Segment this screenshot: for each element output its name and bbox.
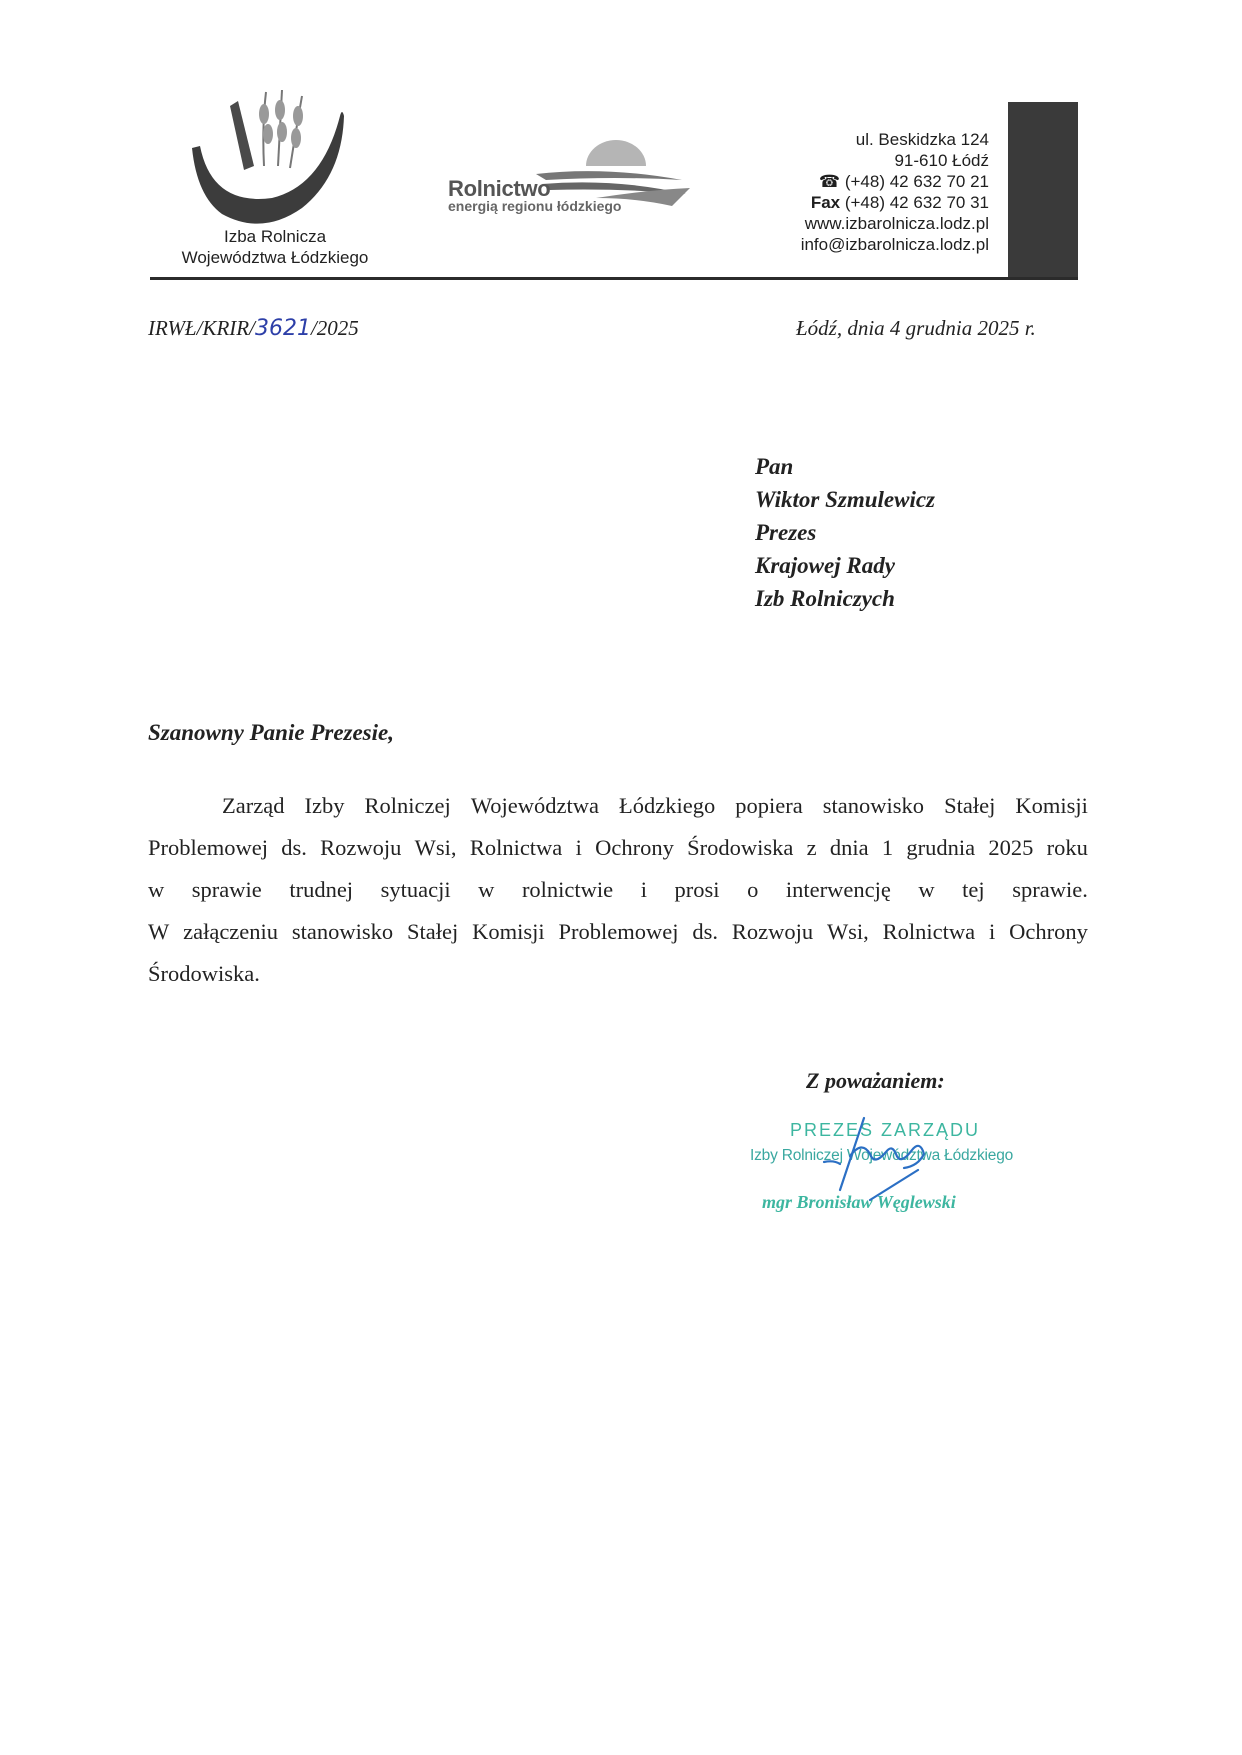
addressee-line: Izb Rolniczych	[755, 586, 895, 611]
handwritten-signature	[800, 1110, 950, 1230]
body-word: w	[478, 877, 495, 902]
letter-body	[148, 785, 1088, 995]
body-word: Rozwoju	[731, 919, 814, 944]
body-word: sprawie.	[1012, 877, 1088, 902]
body-word: roku	[1046, 835, 1088, 860]
org-name	[150, 226, 400, 268]
body-word: trudnej	[289, 877, 354, 902]
org-name-line2: Województwa Łódzkiego	[181, 248, 369, 267]
body-word: grudnia	[906, 835, 976, 860]
reference-number	[148, 316, 359, 341]
body-word: załączeniu	[183, 919, 279, 944]
body-line: Środowiska.	[148, 961, 260, 986]
body-word: rolnictwie	[521, 877, 614, 902]
body-word: i	[575, 835, 582, 860]
body-word: w	[148, 877, 165, 902]
phone-icon: ☎	[818, 172, 841, 191]
addressee-line: Wiktor Szmulewicz	[755, 487, 935, 512]
body-word: Stałej	[407, 919, 459, 944]
body-word: Województwa	[470, 793, 599, 818]
website: www.izbarolnicza.lodz.pl	[804, 214, 989, 233]
body-word: interwencję	[785, 877, 891, 902]
body-word: W	[148, 919, 170, 944]
stamp-organization: Izby Rolniczej Województwa Łódzkiego	[750, 1147, 1014, 1164]
body-word: Ochrony	[1009, 919, 1088, 944]
body-word: w	[918, 877, 935, 902]
contact-block	[720, 129, 989, 255]
slogan-title: Rolnictwo	[448, 176, 551, 201]
phone-number: (+48) 42 632 70 21	[844, 172, 989, 191]
body-word: Wsi,	[826, 919, 869, 944]
addressee-line: Krajowej Rady	[755, 553, 895, 578]
phone-line	[720, 171, 989, 192]
body-word: stanowisko	[291, 919, 394, 944]
body-word: Komisji	[472, 919, 545, 944]
body-word: Łódzkiego	[619, 793, 716, 818]
fax-label: Fax	[810, 193, 841, 212]
body-word: 1	[881, 835, 894, 860]
body-word: Środowiska	[687, 835, 794, 860]
body-word: o	[747, 877, 759, 902]
body-word: Rozwoju	[320, 835, 402, 860]
stamp-name: mgr Bronisław Węglewski	[762, 1192, 956, 1212]
body-word: Problemowej	[558, 919, 679, 944]
izba-rolnicza-logo	[192, 86, 362, 226]
body-word: Ochrony	[595, 835, 674, 860]
reference-suffix: /2025	[310, 316, 359, 340]
email: info@izbarolnicza.lodz.pl	[800, 235, 989, 254]
org-name-line1: Izba Rolnicza	[223, 227, 327, 246]
addressee-block	[755, 450, 935, 615]
closing: Z poważaniem:	[806, 1068, 945, 1093]
body-word: stanowisko	[822, 793, 925, 818]
body-line	[148, 869, 1088, 911]
letterhead-divider	[150, 277, 1078, 280]
body-word: Wsi,	[414, 835, 457, 860]
body-word: dnia	[829, 835, 869, 860]
address-street: ul. Beskidzka 124	[855, 130, 989, 149]
fax-line	[720, 192, 989, 213]
addressee-line: Pan	[755, 454, 794, 479]
body-word: z	[806, 835, 817, 860]
body-line	[148, 827, 1088, 869]
reference-handwritten-number: 3621	[254, 316, 311, 341]
letterhead-dark-bar	[1008, 102, 1078, 278]
addressee-line: Prezes	[755, 520, 817, 545]
body-word: sytuacji	[380, 877, 451, 902]
letter-date: Łódź, dnia 4 grudnia 2025 r.	[796, 316, 1036, 340]
body-word: popiera	[735, 793, 803, 818]
body-word: Rolnictwa	[469, 835, 563, 860]
body-word: tej	[962, 877, 985, 902]
body-word: 2025	[988, 835, 1034, 860]
reference-prefix: IRWŁ/KRIR/	[148, 316, 255, 340]
body-word: prosi	[674, 877, 720, 902]
body-line	[148, 911, 1088, 953]
body-word: Izby	[304, 793, 345, 818]
body-word: Stałej	[944, 793, 996, 818]
body-word: Rolniczej	[364, 793, 451, 818]
body-word: Problemowej	[148, 835, 268, 860]
stamp-title: PREZES ZARZĄDU	[790, 1120, 981, 1140]
salutation: Szanowny Panie Prezesie,	[148, 720, 394, 745]
body-word: sprawie	[191, 877, 262, 902]
body-word: i	[640, 877, 647, 902]
address-city: 91-610 Łódź	[894, 151, 989, 170]
body-word: ds.	[281, 835, 307, 860]
body-word: Komisji	[1015, 793, 1088, 818]
fax-number: (+48) 42 632 70 31	[844, 193, 989, 212]
body-line	[148, 785, 1088, 827]
body-word: Zarząd	[222, 793, 285, 818]
body-word: Rolnictwa	[882, 919, 976, 944]
slogan-subtitle: energią regionu łódzkiego	[448, 198, 622, 214]
body-word: i	[989, 919, 996, 944]
body-word: ds.	[692, 919, 718, 944]
